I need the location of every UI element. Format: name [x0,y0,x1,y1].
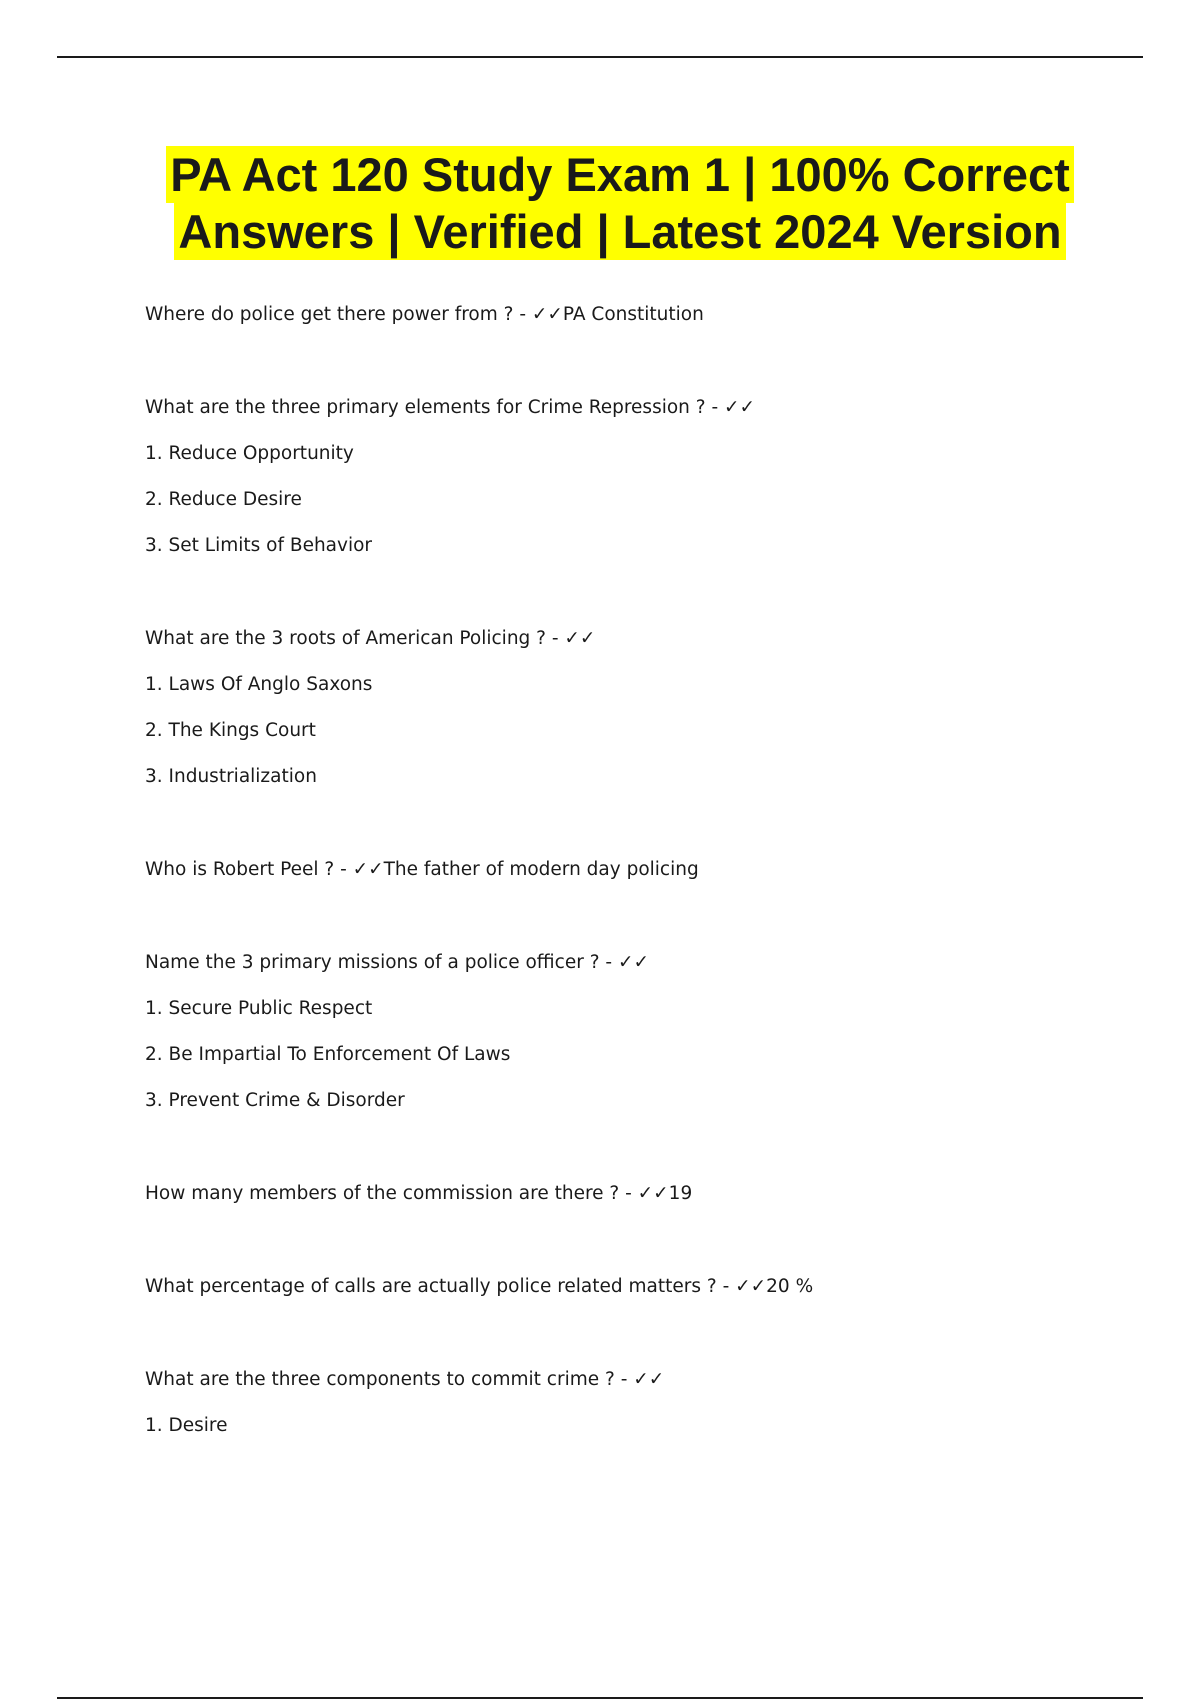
qa-item [145,395,1125,559]
answer-item: 1. Laws Of Anglo Saxons [145,674,373,695]
question: Where do police get there power from ? - ✓✓PA Constitution [145,304,704,325]
qa-item [145,950,1125,1114]
qa-item [145,626,1125,790]
question: Name the 3 primary missions of a police officer ? - ✓✓ [145,952,649,973]
bottom-rule [57,1697,1143,1699]
qa-item [145,857,1125,883]
answer-item: 2. Reduce Desire [145,489,302,510]
answer-item: 1. Secure Public Respect [145,998,373,1019]
question: What are the 3 roots of American Policing ? - ✓✓ [145,628,596,649]
qa-item [145,1181,1125,1207]
qa-list [145,302,1125,1506]
qa-item [145,302,1125,328]
question: What percentage of calls are actually police related matters ? - ✓✓20 % [145,1276,814,1297]
question: What are the three primary elements for Crime Repression ? - ✓✓ [145,397,756,418]
top-rule [57,56,1143,58]
document-title [145,146,1095,260]
answer-item: 1. Desire [145,1415,228,1436]
title-line-2: Answers | Verified | Latest 2024 Version [174,203,1065,260]
answer-item: 3. Industrialization [145,766,317,787]
qa-item [145,1367,1125,1439]
question: What are the three components to commit crime ? - ✓✓ [145,1369,665,1390]
answer-item: 2. The Kings Court [145,720,316,741]
answer-item: 2. Be Impartial To Enforcement Of Laws [145,1044,511,1065]
qa-item [145,1274,1125,1300]
question: How many members of the commission are there ? - ✓✓19 [145,1183,693,1204]
answer-item: 1. Reduce Opportunity [145,443,354,464]
answer-item: 3. Prevent Crime & Disorder [145,1090,405,1111]
question: Who is Robert Peel ? - ✓✓The father of modern day policing [145,859,699,880]
answer-item: 3. Set Limits of Behavior [145,535,373,556]
title-line-1: PA Act 120 Study Exam 1 | 100% Correct [166,146,1074,203]
